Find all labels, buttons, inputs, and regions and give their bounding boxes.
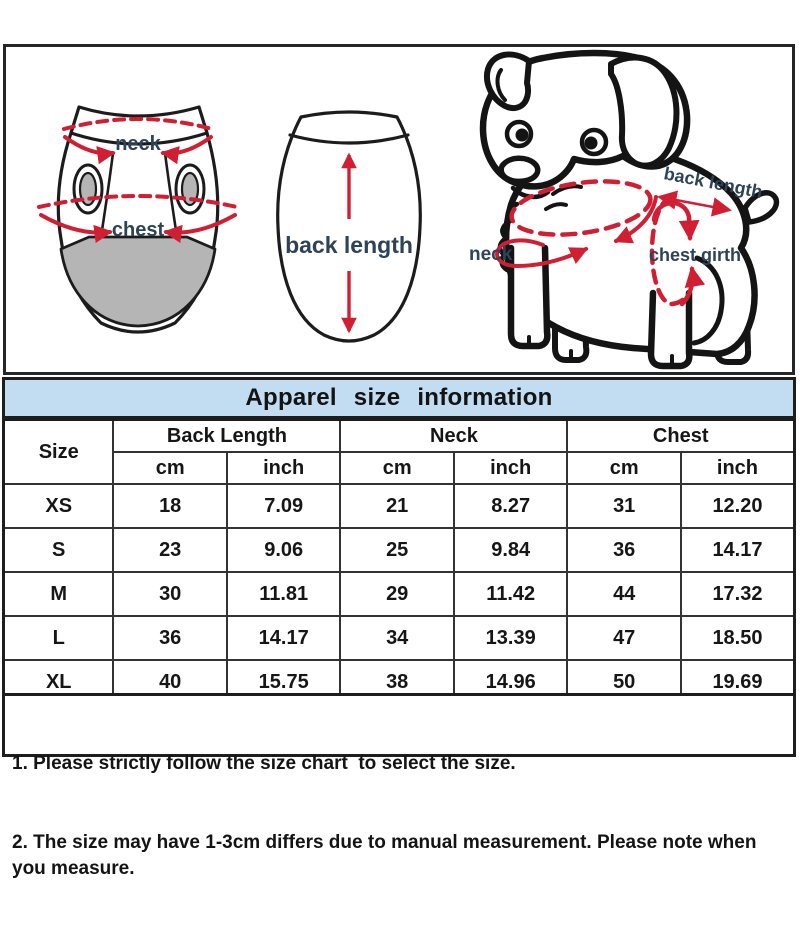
table-unit-header-row (4, 452, 795, 484)
chest-inch-cell: 19.69 (681, 660, 795, 705)
col-header-back-length: Back Length (113, 420, 340, 453)
chest-inch-cell: 18.50 (681, 616, 795, 660)
back-inch-cell: 14.17 (227, 616, 341, 660)
col-header-size: Size (4, 420, 114, 485)
dog-nose (501, 158, 538, 181)
neck-cm-cell: 21 (340, 484, 454, 528)
back-cm-cell: 30 (113, 572, 227, 616)
unit-header-back-inch: inch (227, 452, 341, 484)
back-vest-diagram (268, 105, 431, 345)
neck-cm-cell: 38 (340, 660, 454, 705)
neck-cm-cell: 34 (340, 616, 454, 660)
back-inch-cell: 9.06 (227, 528, 341, 572)
table-row (4, 484, 795, 528)
dog-right-ear (611, 58, 676, 166)
table-row (4, 616, 795, 660)
chest-cm-cell: 31 (567, 484, 681, 528)
back-inch-cell: 11.81 (227, 572, 341, 616)
back-cm-cell: 18 (113, 484, 227, 528)
neck-inch-cell: 9.84 (454, 528, 568, 572)
size-cell: XL (4, 660, 114, 705)
back-vest-back-length-label: back length (285, 232, 413, 258)
back-inch-cell: 7.09 (227, 484, 341, 528)
unit-header-neck-inch: inch (454, 452, 568, 484)
vest-bottom-gray-panel (61, 237, 215, 326)
dog-back-length-label: back length (662, 163, 765, 203)
col-header-chest: Chest (567, 420, 794, 453)
size-cell: S (4, 528, 114, 572)
neck-inch-cell: 8.27 (454, 484, 568, 528)
chest-inch-cell: 14.17 (681, 528, 795, 572)
chest-cm-cell: 50 (567, 660, 681, 705)
chest-cm-cell: 36 (567, 528, 681, 572)
vest-neck-label: neck (115, 133, 161, 155)
neck-inch-cell: 11.42 (454, 572, 568, 616)
chest-inch-cell: 17.32 (681, 572, 795, 616)
unit-header-neck-cm: cm (340, 452, 454, 484)
front-vest-diagram (43, 99, 238, 351)
size-cell: XS (4, 484, 114, 528)
apparel-size-title: Apparel size information (245, 384, 553, 411)
chest-inch-cell: 12.20 (681, 484, 795, 528)
note-line-1: 1. Please strictly follow the size chart to select the size. (12, 753, 516, 775)
dog-right-pupil (585, 137, 598, 150)
dog-neck-label: neck (469, 244, 513, 265)
dog-left-pupil (516, 129, 529, 142)
neck-inch-cell: 14.96 (454, 660, 568, 705)
chest-cm-cell: 47 (567, 616, 681, 660)
chest-cm-cell: 44 (567, 572, 681, 616)
measurement-diagram-panel (3, 44, 795, 375)
table-row (4, 528, 795, 572)
dog-left-ear (487, 54, 529, 108)
unit-header-chest-cm: cm (567, 452, 681, 484)
dog-diagram (453, 48, 798, 376)
notes-box (2, 693, 796, 880)
size-cell: L (4, 616, 114, 660)
back-cm-cell: 40 (113, 660, 227, 705)
size-table (2, 418, 796, 706)
back-inch-cell: 15.75 (227, 660, 341, 705)
unit-header-back-cm: cm (113, 452, 227, 484)
size-cell: M (4, 572, 114, 616)
back-cm-cell: 36 (113, 616, 227, 660)
vest-chest-label: chest (111, 219, 165, 241)
table-group-header-row (4, 420, 795, 453)
dog-chest-girth-label: chest girth (649, 245, 742, 265)
col-header-neck: Neck (340, 420, 567, 453)
neck-cm-cell: 29 (340, 572, 454, 616)
unit-header-chest-inch: inch (681, 452, 795, 484)
table-row (4, 572, 795, 616)
neck-cm-cell: 25 (340, 528, 454, 572)
note-line-2: 2. The size may have 1-3cm differs due to manual measurement. Please note when you measure. (12, 832, 762, 880)
apparel-size-title-bar (2, 377, 796, 419)
back-cm-cell: 23 (113, 528, 227, 572)
neck-inch-cell: 13.39 (454, 616, 568, 660)
